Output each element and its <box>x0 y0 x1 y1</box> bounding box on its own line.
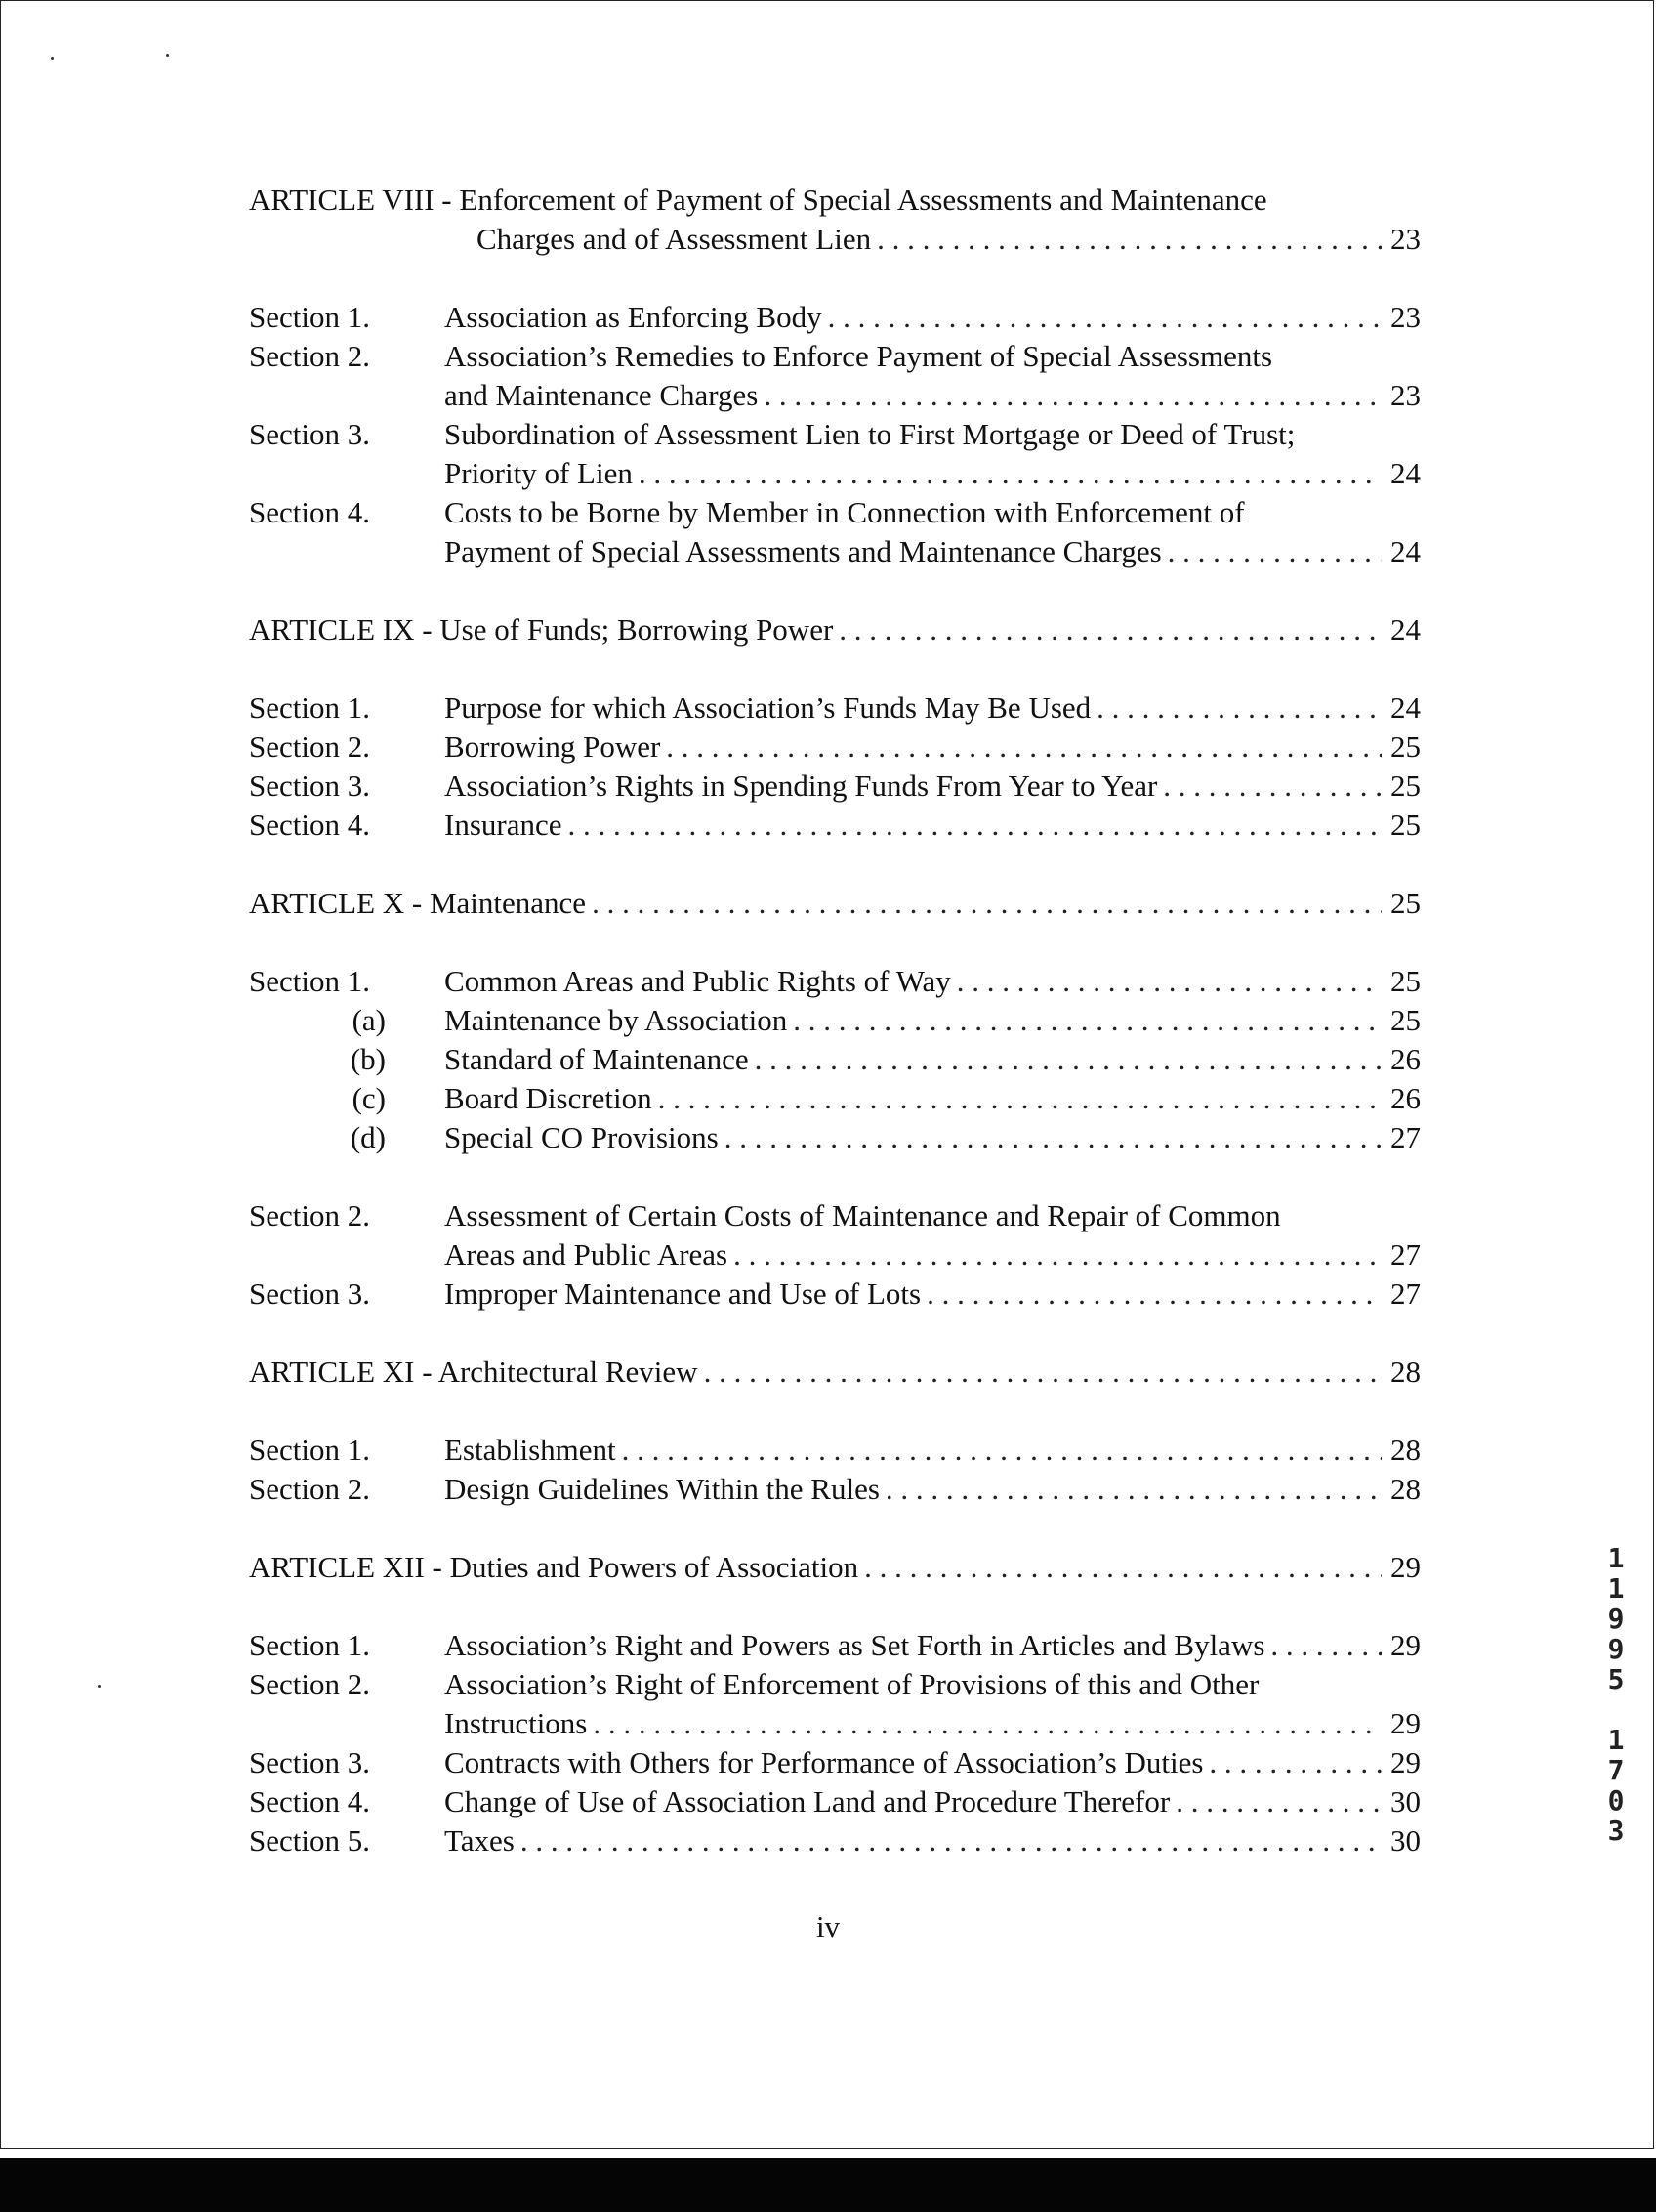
subsection-label: (b) <box>350 1042 386 1076</box>
section-title: Association’s Rights in Spending Funds From Year to Year <box>444 769 1158 803</box>
subsection-entry <box>249 1079 1421 1118</box>
section-title: Association’s Remedies to Enforce Payment of Special Assessments <box>444 339 1273 373</box>
dot-leader <box>828 298 1382 337</box>
section-entry <box>249 415 1421 454</box>
section-title: Design Guidelines Within the Rules <box>444 1472 880 1506</box>
page-ref: 30 <box>1390 1784 1421 1818</box>
dot-leader <box>639 454 1382 493</box>
section-label: Section 2. <box>249 1198 370 1232</box>
dot-leader <box>1209 1743 1382 1782</box>
page-number: iv <box>815 1909 841 1943</box>
section-label: Section 1. <box>249 300 370 334</box>
section-label: Section 5. <box>249 1823 370 1857</box>
dot-leader <box>1176 1782 1382 1821</box>
dot-leader <box>764 376 1382 415</box>
section-title: Subordination of Assessment Lien to First Mortgage or Deed of Trust; <box>444 417 1296 451</box>
dot-leader <box>793 1001 1382 1040</box>
article-title: ARTICLE XI - Architectural Review <box>249 1355 698 1389</box>
article-heading <box>249 884 1421 923</box>
section-entry-continued <box>249 1235 1421 1274</box>
dot-leader <box>877 220 1382 259</box>
section-label: Section 4. <box>249 495 370 529</box>
stamp-digit: 1 <box>1607 1542 1625 1574</box>
subsection-label: (d) <box>350 1120 386 1154</box>
subsection-title: Maintenance by Association <box>444 1003 788 1037</box>
subsection-title: Board Discretion <box>444 1081 652 1115</box>
section-entry <box>249 337 1421 376</box>
section-title: Association as Enforcing Body <box>444 300 822 334</box>
section-entry-continued <box>249 1704 1421 1743</box>
page-ref: 23 <box>1390 300 1421 334</box>
subsection-entry <box>249 1040 1421 1079</box>
subsection-label: (a) <box>352 1003 386 1037</box>
stamp-digit: 9 <box>1607 1633 1625 1665</box>
subsection-title: Standard of Maintenance <box>444 1042 749 1076</box>
section-entry <box>249 1470 1421 1509</box>
section-title-cont: Areas and Public Areas <box>444 1237 728 1272</box>
dot-leader <box>864 1548 1382 1587</box>
section-entry <box>249 493 1421 532</box>
section-title-cont: and Maintenance Charges <box>444 378 759 412</box>
page-ref: 25 <box>1390 886 1421 920</box>
dot-leader <box>592 884 1382 923</box>
dot-leader <box>568 806 1383 845</box>
section-entry <box>249 728 1421 767</box>
stamp-digit: 9 <box>1607 1603 1625 1635</box>
dot-leader <box>886 1470 1382 1509</box>
section-title-cont: Priority of Lien <box>444 456 633 490</box>
section-label: Section 2. <box>249 1472 370 1506</box>
section-label: Section 4. <box>249 808 370 842</box>
article-title: ARTICLE IX - Use of Funds; Borrowing Power <box>249 612 834 647</box>
dot-leader <box>755 1040 1382 1079</box>
page-ref: 25 <box>1390 730 1421 764</box>
page-ref: 23 <box>1390 222 1421 256</box>
section-title: Association’s Right and Powers as Set Forth in Articles and Bylaws <box>444 1628 1265 1662</box>
section-title: Establishment <box>444 1433 616 1467</box>
page-ref: 25 <box>1390 964 1421 998</box>
section-label: Section 3. <box>249 417 370 451</box>
page-ref: 27 <box>1390 1237 1421 1272</box>
scan-bottom-band <box>0 2158 1656 2212</box>
stamp-digit: 0 <box>1607 1784 1625 1816</box>
article-title: ARTICLE X - Maintenance <box>249 886 587 920</box>
section-title: Costs to be Borne by Member in Connection with Enforcement of <box>444 495 1245 529</box>
section-title: Improper Maintenance and Use of Lots <box>444 1276 922 1311</box>
article-title: ARTICLE VIII - Enforcement of Payment of Special Assessments and Maintenance <box>249 183 1267 217</box>
dot-leader <box>666 728 1382 767</box>
page-ref: 29 <box>1390 1628 1421 1662</box>
section-entry <box>249 1782 1421 1821</box>
stamp-digit: 3 <box>1607 1815 1625 1847</box>
page-ref: 26 <box>1390 1081 1421 1115</box>
dot-leader <box>1097 689 1382 728</box>
page-ref: 24 <box>1390 612 1421 647</box>
article-heading <box>249 1353 1421 1392</box>
section-title: Taxes <box>444 1823 515 1857</box>
scan-speck <box>98 1685 101 1688</box>
article-heading <box>249 610 1421 649</box>
section-entry <box>249 1274 1421 1314</box>
section-label: Section 2. <box>249 1667 370 1701</box>
article-title: ARTICLE XII - Duties and Powers of Association <box>249 1550 859 1584</box>
section-entry <box>249 1743 1421 1782</box>
section-entry-continued <box>249 376 1421 415</box>
section-label: Section 2. <box>249 730 370 764</box>
section-title-cont: Instructions <box>444 1706 588 1740</box>
section-entry <box>249 1431 1421 1470</box>
page-ref: 29 <box>1390 1706 1421 1740</box>
article-heading <box>249 181 1421 220</box>
section-entry <box>249 1196 1421 1235</box>
section-entry <box>249 689 1421 728</box>
section-entry <box>249 298 1421 337</box>
section-title: Change of Use of Association Land and Procedure Therefor <box>444 1784 1171 1818</box>
section-label: Section 1. <box>249 1628 370 1662</box>
page-ref: 28 <box>1390 1472 1421 1506</box>
dot-leader <box>733 1235 1382 1274</box>
dot-leader <box>1168 532 1382 571</box>
page-ref: 27 <box>1390 1276 1421 1311</box>
dot-leader <box>839 610 1382 649</box>
section-entry <box>249 962 1421 1001</box>
page-ref: 24 <box>1390 456 1421 490</box>
dot-leader <box>520 1821 1382 1860</box>
section-label: Section 3. <box>249 1276 370 1311</box>
stamp-digit: 1 <box>1607 1572 1625 1605</box>
page-ref: 24 <box>1390 534 1421 568</box>
section-title: Borrowing Power <box>444 730 661 764</box>
section-entry <box>249 1665 1421 1704</box>
section-entry-continued <box>249 454 1421 493</box>
section-title: Purpose for which Association’s Funds May Be Used <box>444 690 1092 725</box>
page-ref: 28 <box>1390 1355 1421 1389</box>
page-ref: 29 <box>1390 1745 1421 1779</box>
page-ref: 25 <box>1390 1003 1421 1037</box>
section-label: Section 1. <box>249 1433 370 1467</box>
table-of-contents <box>249 181 1421 1860</box>
page-ref: 26 <box>1390 1042 1421 1076</box>
section-entry <box>249 1821 1421 1860</box>
subsection-entry <box>249 1118 1421 1157</box>
scan-speck <box>166 54 169 57</box>
page-ref: 27 <box>1390 1120 1421 1154</box>
dot-leader <box>724 1118 1382 1157</box>
dot-leader <box>593 1704 1382 1743</box>
page-ref: 28 <box>1390 1433 1421 1467</box>
dot-leader <box>927 1274 1382 1314</box>
section-title-cont: Payment of Special Assessments and Maintenance Charges <box>444 534 1162 568</box>
page-ref: 30 <box>1390 1823 1421 1857</box>
section-title: Assessment of Certain Costs of Maintenance and Repair of Common <box>444 1198 1281 1232</box>
section-label: Section 2. <box>249 339 370 373</box>
article-heading <box>249 1548 1421 1587</box>
section-entry-continued <box>249 532 1421 571</box>
section-label: Section 1. <box>249 964 370 998</box>
article-heading-continued <box>249 220 1421 259</box>
article-title-cont: Charges and of Assessment Lien <box>476 222 872 256</box>
dot-leader <box>1270 1626 1382 1665</box>
margin-stamp <box>1601 1543 1631 1846</box>
page-ref: 25 <box>1390 808 1421 842</box>
stamp-digit: 5 <box>1607 1663 1625 1695</box>
dot-leader <box>1163 767 1382 806</box>
section-label: Section 4. <box>249 1784 370 1818</box>
dot-leader <box>622 1431 1382 1470</box>
section-title: Contracts with Others for Performance of Association’s Duties <box>444 1745 1204 1779</box>
page-ref: 24 <box>1390 690 1421 725</box>
section-title: Insurance <box>444 808 562 842</box>
scan-speck <box>51 57 54 60</box>
section-label: Section 1. <box>249 690 370 725</box>
section-entry <box>249 806 1421 845</box>
subsection-label: (c) <box>352 1081 386 1115</box>
dot-leader <box>658 1079 1382 1118</box>
section-title: Common Areas and Public Rights of Way <box>444 964 951 998</box>
section-entry <box>249 767 1421 806</box>
section-label: Section 3. <box>249 1745 370 1779</box>
subsection-entry <box>249 1001 1421 1040</box>
subsection-title: Special CO Provisions <box>444 1120 719 1154</box>
section-label: Section 3. <box>249 769 370 803</box>
section-title: Association’s Right of Enforcement of Provisions of this and Other <box>444 1667 1260 1701</box>
dot-leader <box>704 1353 1382 1392</box>
page-ref: 29 <box>1390 1550 1421 1584</box>
page-ref: 23 <box>1390 378 1421 412</box>
page-ref: 25 <box>1390 769 1421 803</box>
stamp-digit: 7 <box>1607 1754 1625 1786</box>
stamp-digit: 1 <box>1607 1724 1625 1756</box>
section-entry <box>249 1626 1421 1665</box>
dot-leader <box>957 962 1382 1001</box>
